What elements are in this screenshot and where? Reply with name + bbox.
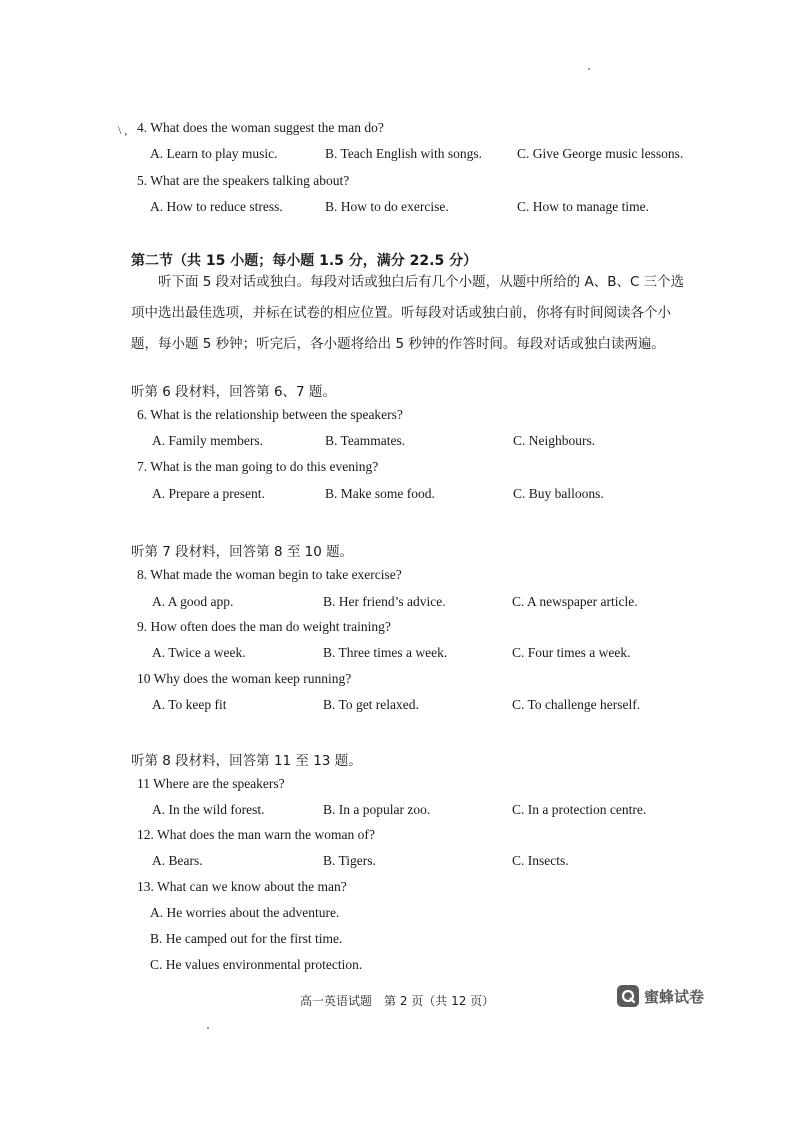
question-8-stem: 8. What made the woman begin to take exercise? — [137, 567, 402, 582]
question-12-stem: 12. What does the man warn the woman of? — [137, 827, 375, 842]
scan-speck — [588, 68, 590, 70]
question-5-option-b: B. How to do exercise. — [325, 199, 449, 214]
question-11-option-b: B. In a popular zoo. — [323, 802, 431, 817]
group-8-label: 听第 8 段材料，回答第 11 至 13 题。 — [131, 753, 362, 769]
question-4-option-c: C. Give George music lessons. — [517, 146, 684, 161]
question-10-option-c: C. To challenge herself. — [512, 697, 641, 712]
question-5-option-a: A. How to reduce stress. — [150, 199, 283, 214]
question-4-option-b: B. Teach English with songs. — [325, 146, 483, 161]
question-6-option-a: A. Family members. — [152, 433, 263, 448]
question-4-option-a: A. Learn to play music. — [150, 146, 278, 161]
handwritten-mark: \ , — [118, 123, 128, 137]
question-13-option-b: B. He camped out for the first time. — [150, 931, 343, 946]
question-12-option-a: A. Bears. — [152, 853, 203, 868]
question-6-stem: 6. What is the relationship between the speakers? — [137, 407, 403, 422]
question-6-option-c: C. Neighbours. — [513, 433, 596, 448]
question-11-option-a: A. In the wild forest. — [152, 802, 265, 817]
question-9-option-c: C. Four times a week. — [512, 645, 631, 660]
question-7-option-a: A. Prepare a present. — [152, 486, 265, 501]
question-7-option-b: B. Make some food. — [325, 486, 435, 501]
section-2-instructions: 听下面 5 段对话或独白。每段对话或独白后有几个小题，从题中所给的 A、B、C 三个选项中选出最佳选项，并标在试卷的相应位置。听每段对话或独白前，你将有时间阅读各个小题，每小题 5 秒钟；听完后，各小题将给出 5 秒钟的作答时间。每段对话或独白读两遍。 — [131, 274, 685, 352]
question-12-option-c: C. Insects. — [512, 853, 569, 868]
question-9-option-a: A. Twice a week. — [152, 645, 246, 660]
watermark-text: 蜜蜂试卷 — [644, 987, 705, 1006]
question-10-stem: 10 Why does the woman keep running? — [137, 671, 352, 686]
question-5-option-c: C. How to manage time. — [517, 199, 649, 214]
question-13-stem: 13. What can we know about the man? — [137, 879, 347, 894]
question-5-stem: 5. What are the speakers talking about? — [137, 173, 350, 188]
group-6-label: 听第 6 段材料，回答第 6、7 题。 — [131, 384, 336, 400]
question-11-option-c: C. In a protection centre. — [512, 802, 647, 817]
question-12-option-b: B. Tigers. — [323, 853, 376, 868]
question-8-option-a: A. A good app. — [152, 594, 234, 609]
question-10-option-b: B. To get relaxed. — [323, 697, 419, 712]
section-2-title: 第二节（共 15 小题；每小题 1.5 分，满分 22.5 分） — [131, 253, 478, 269]
question-13-option-a: A. He worries about the adventure. — [150, 905, 340, 920]
page-footer: 高一英语试题 第 2 页（共 12 页） — [300, 994, 495, 1008]
question-7-stem: 7. What is the man going to do this evening? — [137, 459, 379, 474]
question-13-option-c: C. He values environmental protection. — [150, 957, 363, 972]
bee-logo-icon — [617, 985, 639, 1007]
question-9-option-b: B. Three times a week. — [323, 645, 448, 660]
watermark — [617, 985, 704, 1007]
question-10-option-a: A. To keep fit — [152, 697, 227, 712]
question-6-option-b: B. Teammates. — [325, 433, 406, 448]
scan-speck — [207, 1027, 209, 1029]
question-11-stem: 11 Where are the speakers? — [137, 776, 285, 791]
question-9-stem: 9. How often does the man do weight training? — [137, 619, 391, 634]
question-8-option-b: B. Her friend’s advice. — [323, 594, 446, 609]
question-8-option-c: C. A newspaper article. — [512, 594, 638, 609]
question-4-stem: 4. What does the woman suggest the man do? — [137, 120, 384, 135]
group-7-label: 听第 7 段材料，回答第 8 至 10 题。 — [131, 544, 354, 560]
question-7-option-c: C. Buy balloons. — [513, 486, 604, 501]
